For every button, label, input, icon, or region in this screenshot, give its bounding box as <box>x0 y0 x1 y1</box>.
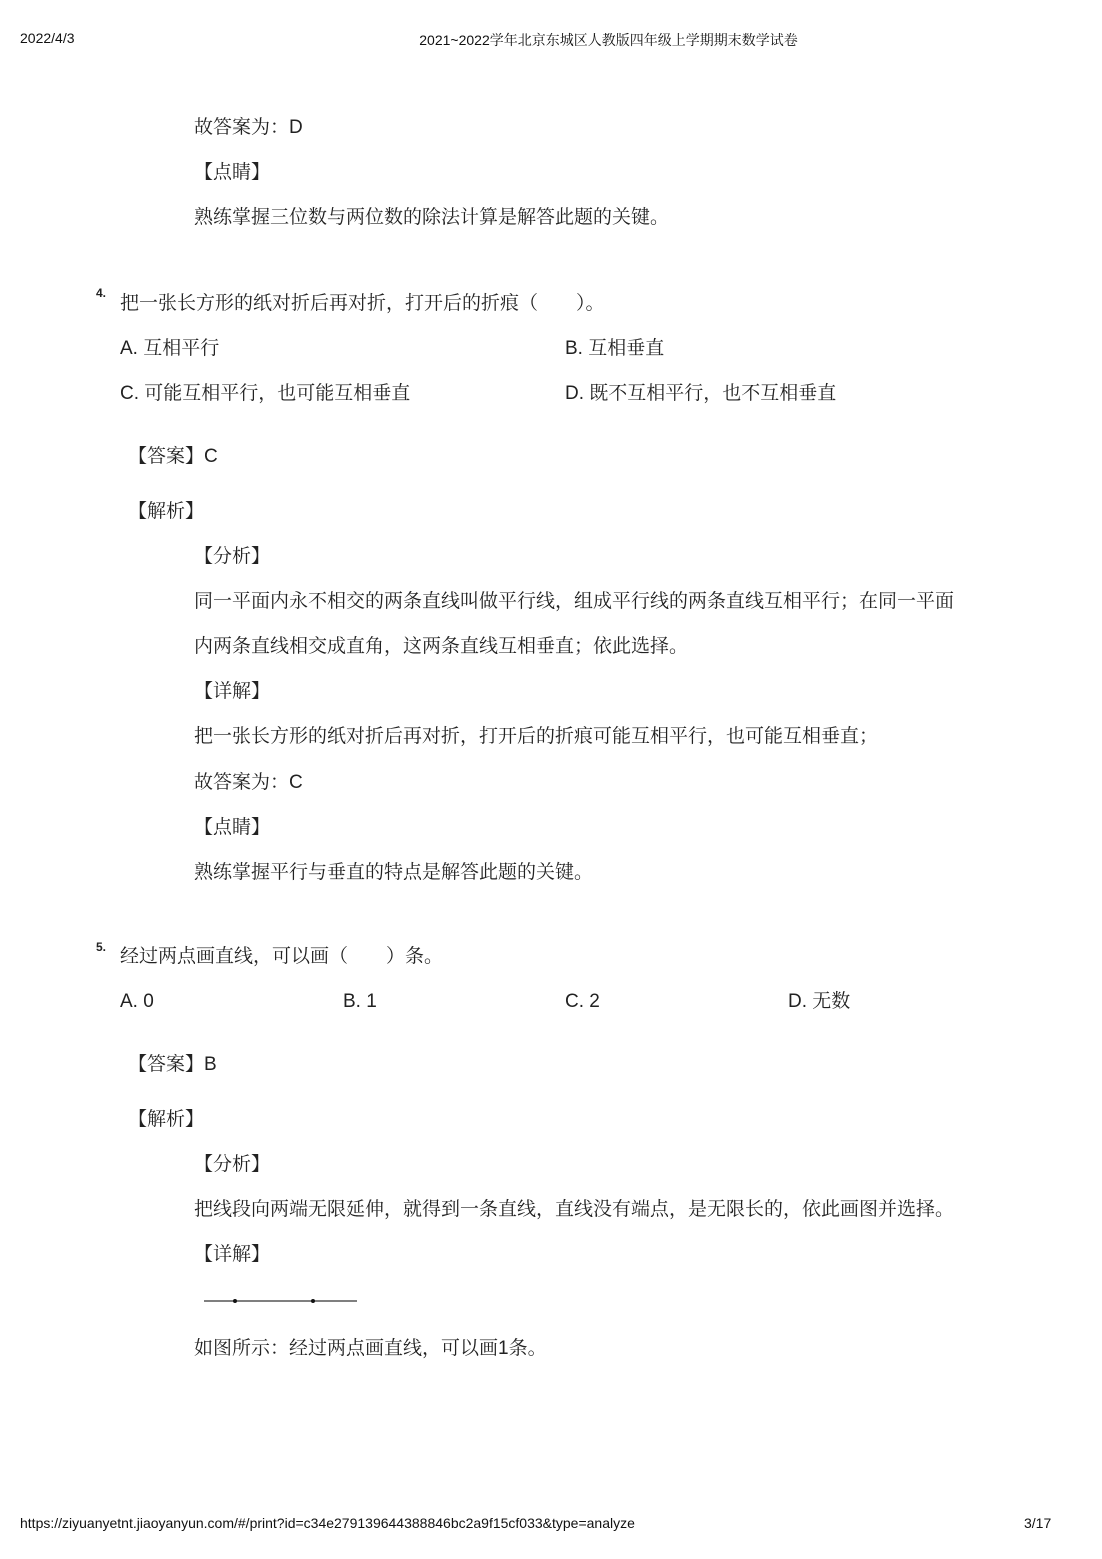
q4-option-a: A. 互相平行 <box>120 338 220 359</box>
q4-xiangjie-text: 把一张长方形的纸对折后再对折，打开后的折痕可能互相平行，也可能互相垂直； <box>194 726 879 747</box>
q4-xiangjie-label: 【详解】 <box>194 681 271 702</box>
q4-answer-line: 故答案为：C <box>194 772 303 793</box>
q4-tip-text: 熟练掌握平行与垂直的特点是解答此题的关键。 <box>194 862 594 883</box>
point-2 <box>311 1299 315 1303</box>
q3-answer-line: 故答案为：D <box>194 117 303 138</box>
footer-url: https://ziyuanyetnt.jiaoyanyun.com/#/print?id=c34e279139644388846bc2a9f15cf033&type=analyze <box>20 1515 635 1531</box>
q5-xiangjie-label: 【详解】 <box>194 1244 271 1265</box>
q4-fenxi-label: 【分析】 <box>194 546 271 567</box>
q4-number: 4. <box>96 286 107 300</box>
q5-option-d: D. 无数 <box>788 991 851 1012</box>
point-1 <box>233 1299 237 1303</box>
q5-option-b: B. 1 <box>343 991 377 1012</box>
q3-tip-text: 熟练掌握三位数与两位数的除法计算是解答此题的关键。 <box>194 207 670 228</box>
q4-fenxi-line1: 同一平面内永不相交的两条直线叫做平行线，组成平行线的两条直线互相平行；在同一平面 <box>194 591 955 612</box>
q3-tip-label: 【点睛】 <box>194 162 271 183</box>
q5-answer: 【答案】B <box>128 1054 217 1075</box>
q5-number: 5. <box>96 940 107 954</box>
q5-conclusion: 如图所示：经过两点画直线，可以画1条。 <box>194 1338 547 1359</box>
q4-stem: 把一张长方形的纸对折后再对折，打开后的折痕（ ）。 <box>120 293 605 314</box>
line-through-two-points-figure <box>202 1292 362 1310</box>
q4-answer: 【答案】C <box>128 446 218 467</box>
q5-fenxi-label: 【分析】 <box>194 1154 271 1175</box>
header-title: 2021~2022学年北京东城区人教版四年级上学期期末数学试卷 <box>419 32 798 48</box>
q5-analysis-label: 【解析】 <box>128 1109 205 1130</box>
q4-option-b: B. 互相垂直 <box>565 338 665 359</box>
header-date: 2022/4/3 <box>20 30 75 46</box>
q4-tip-label: 【点睛】 <box>194 817 271 838</box>
q5-fenxi-text: 把线段向两端无限延伸，就得到一条直线，直线没有端点，是无限长的，依此画图并选择。 <box>194 1199 955 1220</box>
q4-option-c: C. 可能互相平行，也可能互相垂直 <box>120 383 411 404</box>
q5-option-a: A. 0 <box>120 991 154 1012</box>
q4-fenxi-line2: 内两条直线相交成直角，这两条直线互相垂直；依此选择。 <box>194 636 689 657</box>
q5-stem: 经过两点画直线，可以画（ ）条。 <box>120 946 444 967</box>
q4-analysis-label: 【解析】 <box>128 501 205 522</box>
q4-option-d: D. 既不互相平行，也不互相垂直 <box>565 383 837 404</box>
footer-page-number: 3/17 <box>1024 1515 1052 1531</box>
q5-option-c: C. 2 <box>565 991 600 1012</box>
